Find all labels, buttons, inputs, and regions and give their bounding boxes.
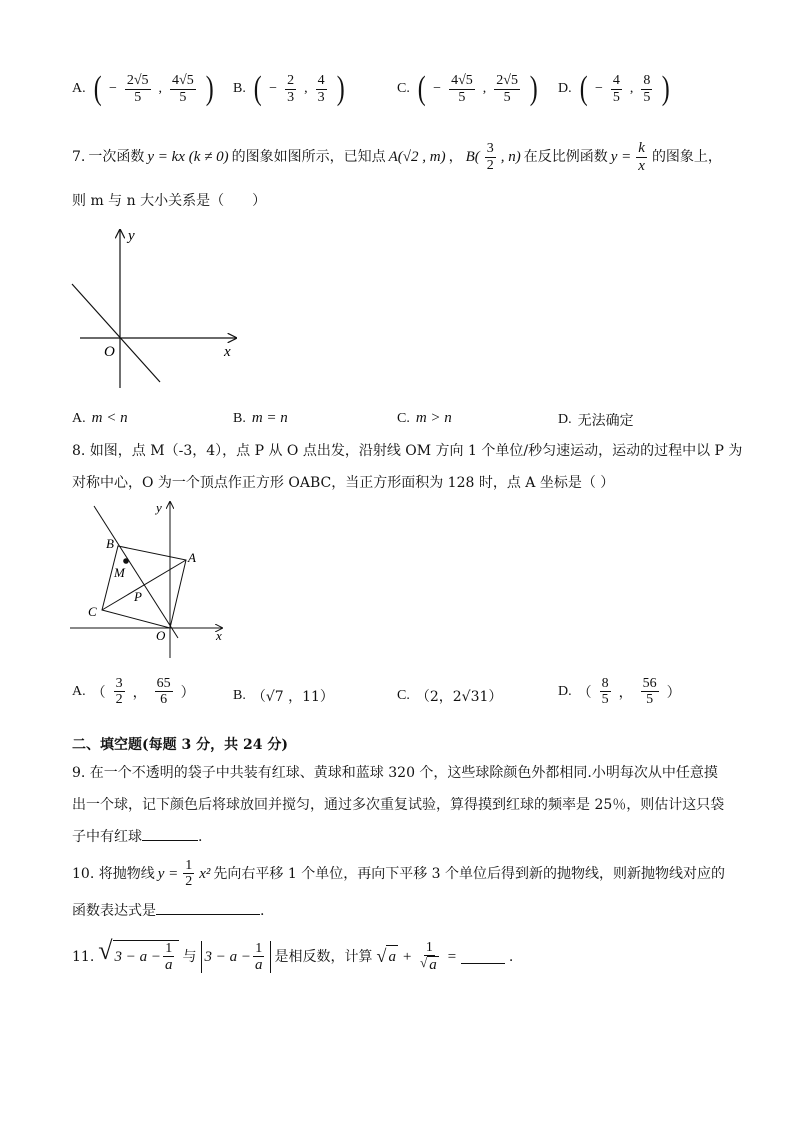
q7-stem-line1: 7. 一次函数 y = kx (k ≠ 0) 的图象如图所示，已知点 A(√2 , m) ， B( $\frac{3}{2}$ , n) 在反比例函数 y = $\frac{k}{x}$ 的图象上，	[72, 140, 722, 174]
q11-line: 11. √ 3 − a − $\frac{1}{a}$ 与 3 − a − $\frac{1}{a}$ 是相反数，计算 √ a + 1 √ a = .	[72, 936, 514, 974]
q9-line3: 子中有红球 .	[72, 826, 202, 848]
option-label: C.	[397, 81, 410, 96]
q6-option-a[interactable]: A. ( − $\frac{2√5}{5}$ , $\frac{4√5}{5}$ )	[72, 70, 214, 107]
square-oabc	[102, 546, 186, 628]
section-title: 二、填空题(每题 3 分，共 24 分)	[72, 737, 288, 753]
q8-option-b[interactable]: B. （√7 ，11）	[233, 688, 334, 705]
origin-label: O	[104, 344, 115, 360]
fraction: $\frac{8}{5}$	[643, 73, 651, 105]
option-label: A.	[72, 81, 86, 96]
answer-blank[interactable]	[461, 949, 505, 964]
label-a: A	[188, 550, 196, 565]
label-y: y	[156, 500, 162, 515]
fraction: $\frac{4√5}{5}$	[451, 73, 473, 105]
q6-option-d[interactable]: D. ( − $\frac{4}{5}$ , $\frac{8}{5}$ )	[558, 70, 670, 107]
q8-option-c[interactable]: C. （2，2√31）	[397, 688, 503, 705]
q9-line2: 出一个球，记下颜色后将球放回并搅匀，通过多次重复试验，算得摸到红球的频率是 25％，则估计这只袋	[72, 797, 725, 813]
q6-option-b[interactable]: B. ( − $\frac{2}{3}$ , $\frac{4}{3}$ )	[233, 70, 345, 107]
q8-figure	[68, 498, 238, 663]
q10-line2: 函数表达式是 .	[72, 900, 264, 922]
q8-option-d[interactable]: D. （ $\frac{8}{5}$ ， $\frac{56}{5}$ ）	[558, 676, 681, 708]
option-label: B.	[233, 81, 246, 96]
answer-blank[interactable]	[156, 900, 260, 915]
q7-option-c[interactable]: C. m > n	[397, 410, 452, 426]
label-x: x	[216, 628, 222, 643]
label-m: M	[114, 565, 125, 580]
q7-option-d[interactable]: D. 无法确定	[558, 412, 634, 429]
fraction: $\frac{4}{5}$	[612, 73, 620, 105]
sqrt-expression: √ 3 − a − $\frac{1}{a}$	[98, 940, 178, 974]
label-p: P	[134, 589, 142, 604]
q7-option-b[interactable]: B. m = n	[233, 410, 288, 426]
point-m	[123, 558, 129, 564]
function-line	[72, 284, 160, 382]
q7-option-a[interactable]: A. m < n	[72, 410, 128, 426]
fraction: $\frac{2√5}{5}$	[496, 73, 518, 105]
fraction: $\frac{2}{3}$	[287, 73, 295, 105]
q8-stem-line1: 8. 如图，点 M（-3，4），点 P 从 O 点出发，沿射线 OM 方向 1 个单位/秒匀速运动，运动的过程中以 P 为	[72, 443, 743, 459]
q10-line1: 10. 将抛物线 y = $\frac{1}{2}$ x² 先向右平移 1 个单位，再向下平移 3 个单位后得到新的抛物线，则新抛物线对应的	[72, 858, 726, 890]
y-axis-label: y	[128, 228, 135, 244]
q8-stem-line2: 对称中心，O 为一个顶点作正方形 OABC，当正方形面积为 128 时，点 A 坐标是（ ）	[72, 475, 615, 491]
abs-expression: 3 − a − $\frac{1}{a}$	[201, 941, 271, 974]
fraction: $\frac{4√5}{5}$	[172, 73, 194, 105]
label-c: C	[88, 604, 97, 619]
label-o: O	[156, 628, 166, 643]
x-axis-label: x	[224, 344, 231, 360]
label-b: B	[106, 536, 114, 551]
q8-option-a[interactable]: A. （ $\frac{3}{2}$ ， $\frac{65}{6}$ ）	[72, 676, 195, 708]
fraction: $\frac{2√5}{5}$	[126, 73, 149, 105]
option-label: D.	[558, 81, 572, 96]
q7-stem-line2: 则 m 与 n 大小关系是（ ）	[72, 193, 267, 209]
fraction: $\frac{4}{3}$	[317, 73, 325, 105]
q7-graph	[68, 224, 248, 394]
q6-option-c[interactable]: C. ( − $\frac{4√5}{5}$ , $\frac{2√5}{5}$ )	[397, 70, 538, 107]
answer-blank[interactable]	[142, 826, 198, 841]
q9-line1: 9. 在一个不透明的袋子中共装有红球、黄球和蓝球 320 个，这些球除颜色外都相同.小明每次从中任意摸	[72, 765, 718, 781]
